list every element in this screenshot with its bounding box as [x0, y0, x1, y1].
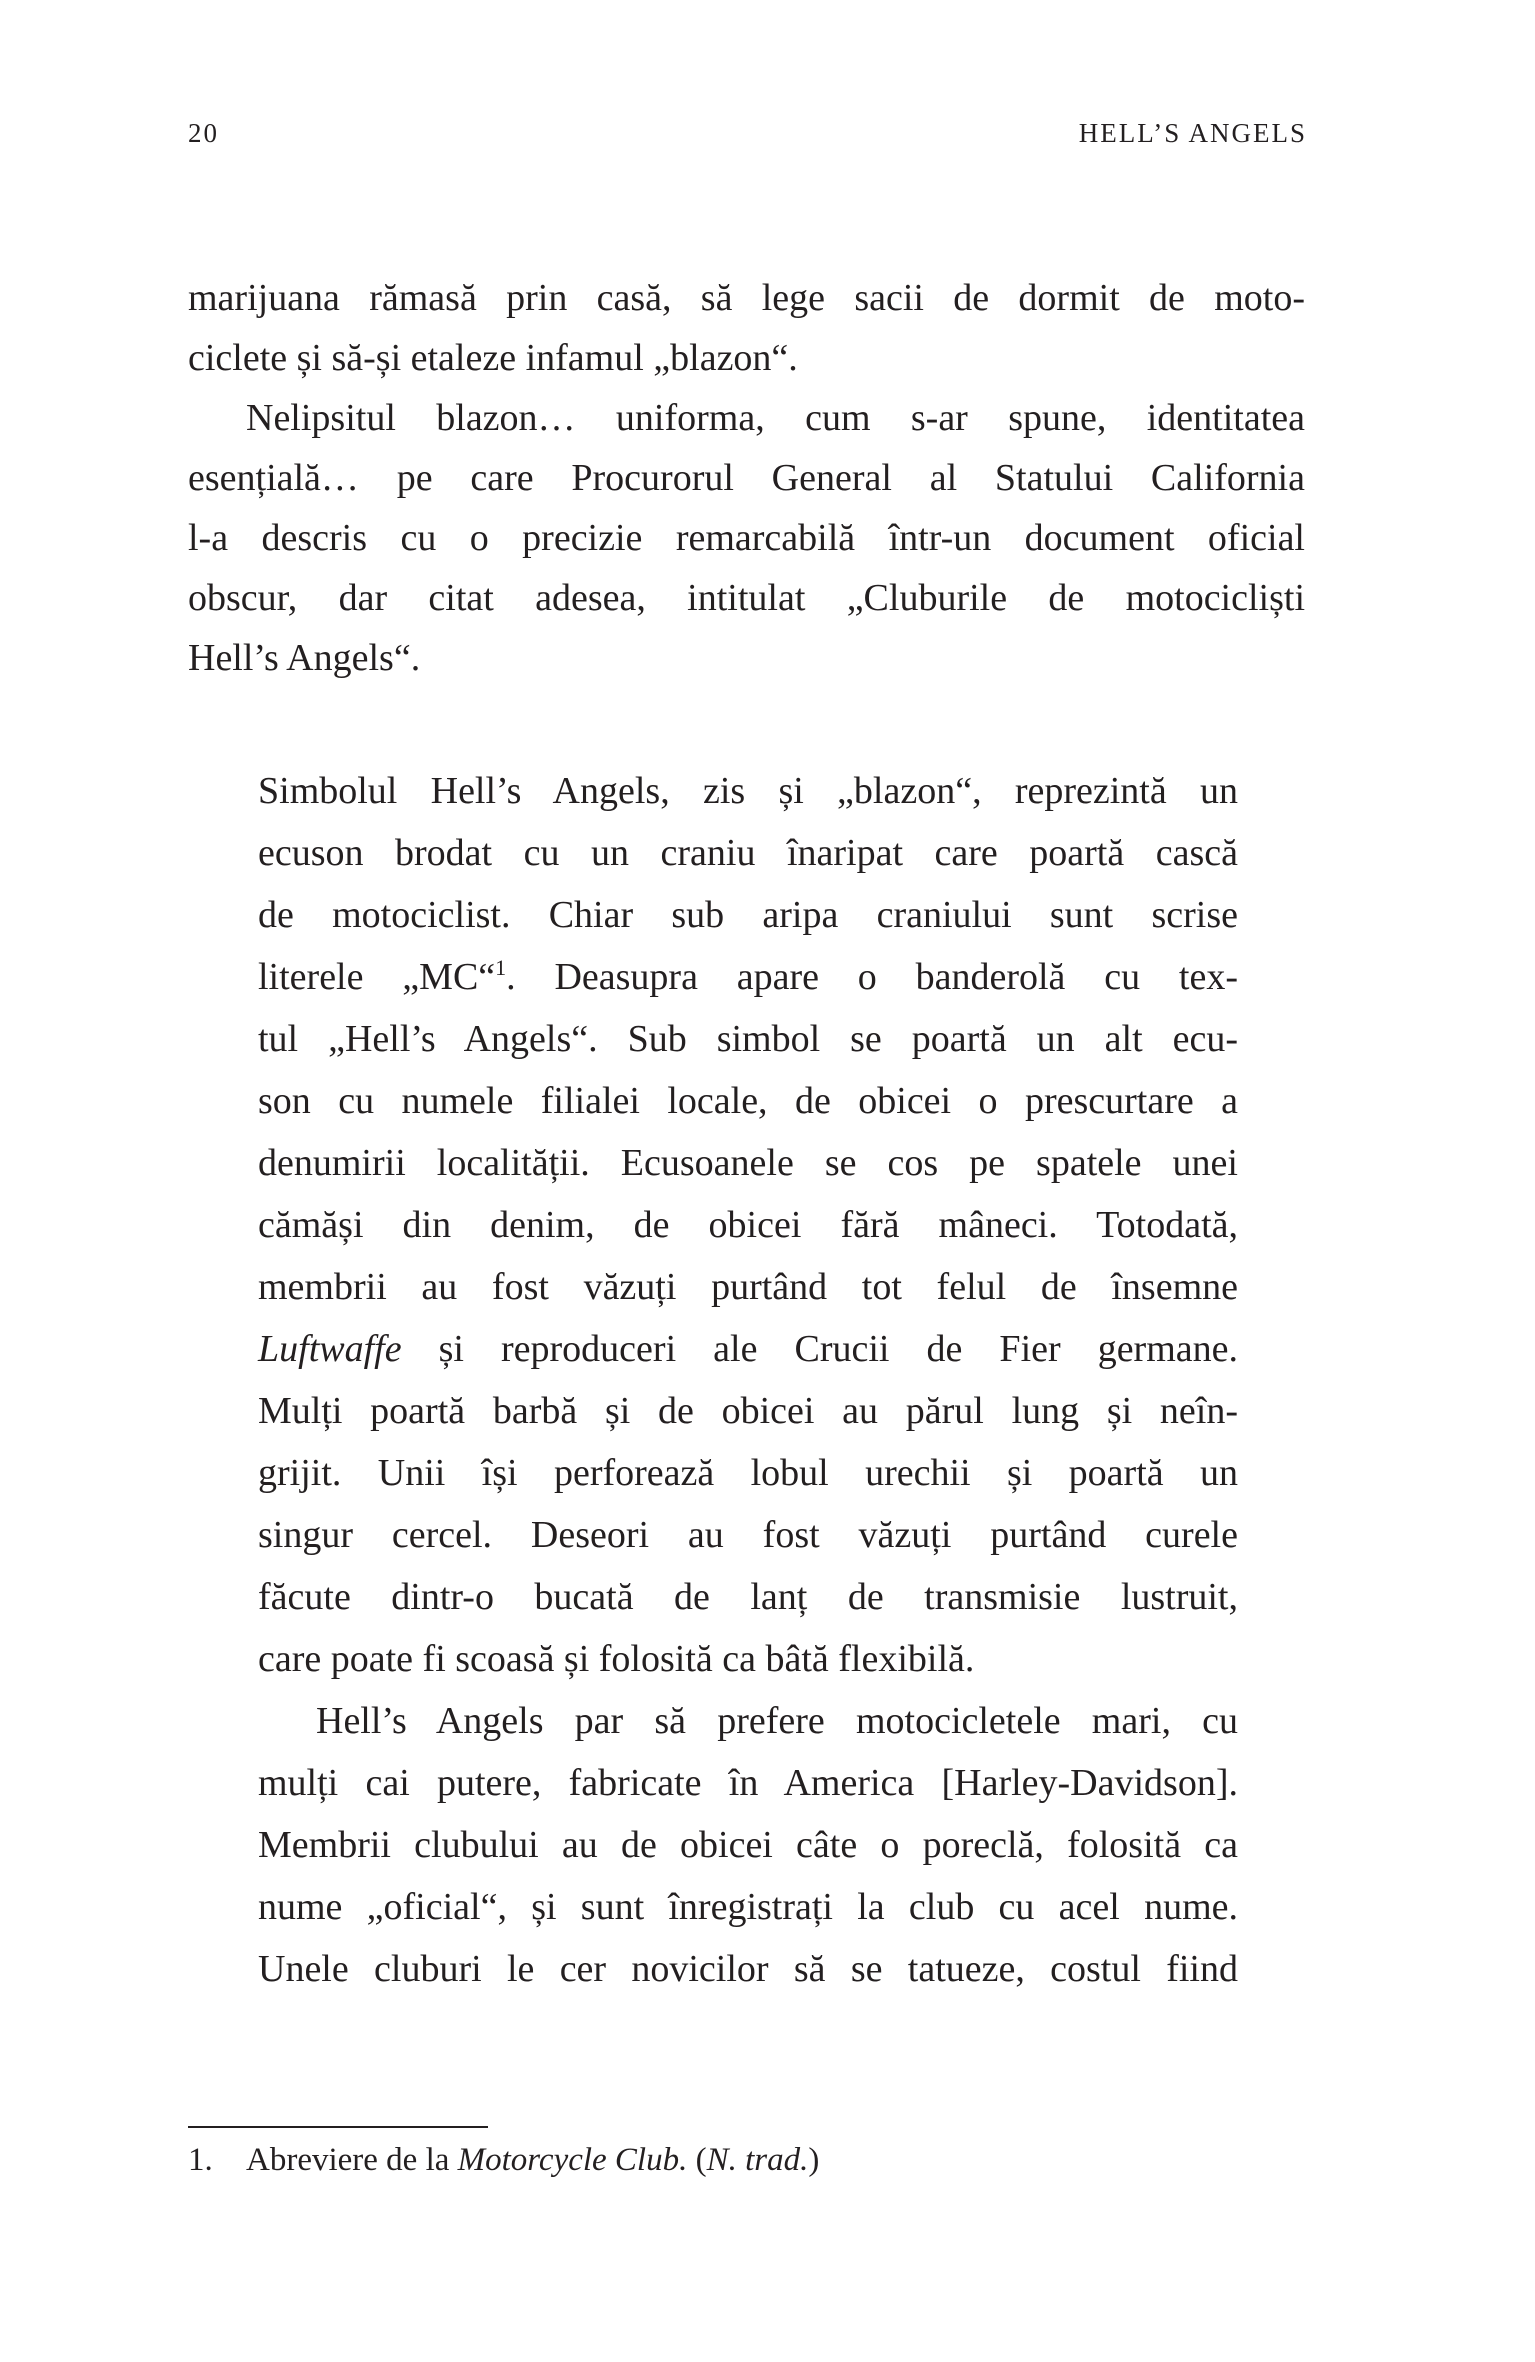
footnote [188, 2142, 819, 2179]
italic-text: Motorcycle Club. [457, 2142, 688, 2178]
text-line: Simbolul Hell’s Angels, zis și „blazon“, reprezintă un [258, 770, 1238, 812]
text-segment: . Deasupra apare o banderolă cu tex- [506, 956, 1238, 998]
text-line: grijit. Unii își perforează lobul urechii și poartă un [258, 1452, 1238, 1494]
text-segment: Abreviere de la [246, 2142, 458, 2178]
block-quote [258, 760, 1238, 2000]
text-line: l-a descris cu o precizie remarcabilă într-un document oficial [188, 517, 1305, 559]
text-line: obscur, dar citat adesea, intitulat „Cluburile de motocicliști [188, 577, 1305, 619]
running-title: HELL’S ANGELS [1078, 118, 1307, 148]
text-line: de motociclist. Chiar sub aripa craniului sunt scrise [258, 894, 1238, 936]
text-line: membrii au fost văzuți purtând tot felul de însemne [258, 1266, 1238, 1308]
text-line: cămăși din denim, de obicei fără mâneci. Totodată, [258, 1204, 1238, 1246]
text-line: nume „oficial“, și sunt înregistrați la club cu acel nume. [258, 1886, 1238, 1928]
footnote-divider [188, 2126, 488, 2128]
text-line: marijuana rămasă prin casă, să lege sacii de dormit de moto- [188, 277, 1305, 319]
italic-text: Luftwaffe [258, 1328, 402, 1370]
text-line: Hell’s Angels“. [188, 637, 421, 679]
text-line: făcute dintr-o bucată de lanț de transmisie lustruit, [258, 1576, 1238, 1618]
text-line [258, 946, 1238, 1008]
text-segment: literele „MC“ [258, 956, 496, 998]
text-line: ciclete și să-și etaleze infamul „blazon“. [188, 337, 798, 379]
footnote-reference[interactable]: 1 [495, 955, 507, 980]
footnote-number: 1. [188, 2142, 213, 2178]
italic-text: N. trad. [706, 2142, 809, 2178]
text-line: tul „Hell’s Angels“. Sub simbol se poartă un alt ecu- [258, 1018, 1238, 1060]
text-line: son cu numele filialei locale, de obicei o prescurtare a [258, 1080, 1238, 1122]
text-line: ecuson brodat cu un craniu înaripat care poartă cască [258, 832, 1238, 874]
text-line: Hell’s Angels par să prefere motocicletele mari, cu [316, 1700, 1238, 1742]
text-line: denumirii localității. Ecusoanele se cos pe spatele unei [258, 1142, 1238, 1184]
text-line: care poate fi scoasă și folosită ca bâtă flexibilă. [258, 1638, 975, 1680]
page-number: 20 [188, 118, 219, 148]
footnote-text [246, 2142, 819, 2178]
text-line: Nelipsitul blazon… uniforma, cum s-ar spune, identitatea [246, 397, 1305, 439]
text-line: Membrii clubului au de obicei câte o poreclă, folosită ca [258, 1824, 1238, 1866]
text-segment: și reproduceri ale Crucii de Fier germane. [401, 1328, 1238, 1370]
text-line: singur cercel. Deseori au fost văzuți purtând curele [258, 1514, 1238, 1556]
text-segment: ( [687, 2142, 707, 2178]
text-segment: ) [808, 2142, 820, 2178]
text-line: Mulți poartă barbă și de obicei au părul lung și neîn- [258, 1390, 1238, 1432]
text-line: mulți cai putere, fabricate în America [Harley-Davidson]. [258, 1762, 1238, 1804]
text-line [258, 1318, 1238, 1380]
body-text [188, 268, 1305, 688]
text-line: esențială… pe care Procurorul General al Statului California [188, 457, 1305, 499]
text-line: Unele cluburi le cer novicilor să se tatueze, costul fiind [258, 1948, 1238, 1990]
